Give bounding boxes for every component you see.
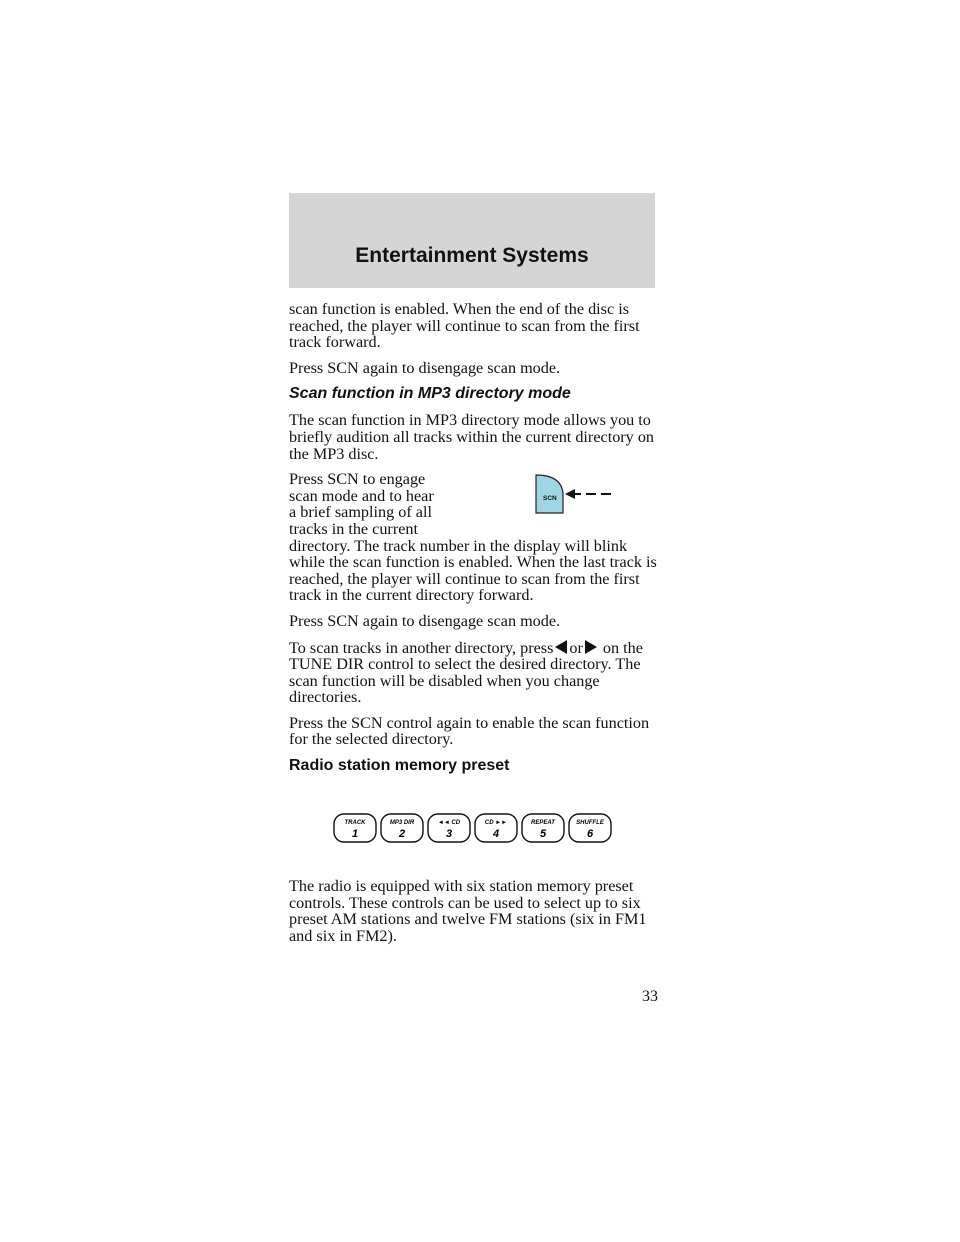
subheading-memory-preset: Radio station memory preset <box>289 757 510 775</box>
preset-button-1 <box>334 814 376 842</box>
preset-button-label: SHUFFLE <box>576 820 604 827</box>
preset-button-label: ◄◄ CD <box>437 820 461 827</box>
preset-button-label: TRACK <box>344 820 366 827</box>
preset-button-5 <box>522 814 564 842</box>
preset-button-number: 3 <box>445 828 453 841</box>
preset-button-number: 4 <box>492 828 500 841</box>
paragraph: Press SCN again to disengage scan mode. <box>289 358 561 377</box>
preset-button-6 <box>569 814 611 842</box>
pointer-arrow-icon <box>565 489 575 499</box>
preset-button-label: REPEAT <box>531 820 555 827</box>
preset-button-2 <box>381 814 423 842</box>
preset-button-label: CD ►► <box>484 820 508 827</box>
paragraph: To scan tracks in another directory, press or on the TUNE DIR control to select the desired directory. The scan function will be disabled when you change directories. <box>289 638 643 707</box>
subheading-scan-mp3: Scan function in MP3 directory mode <box>289 385 571 403</box>
right-arrow-icon <box>584 639 598 655</box>
preset-button-3 <box>428 814 470 842</box>
preset-button-number: 1 <box>351 828 359 841</box>
section-header-band <box>289 193 655 288</box>
preset-button-4 <box>475 814 517 842</box>
paragraph: Press SCN to engage scan mode and to hear a brief sampling of all tracks in the current directory. The track number in the display will blink while the scan function is enabled. When the last track is reached, the player will continue to scan from the first track in the current directory forward. <box>289 470 657 605</box>
scn-button-illustration <box>533 473 613 517</box>
preset-button-label: MP3 DIR <box>389 820 415 827</box>
preset-button-number: 6 <box>586 828 594 841</box>
paragraph: scan function is enabled. When the end of the disc is reached, the player will continue to scan from the first track forward. <box>289 300 640 352</box>
paragraph: Press the SCN control again to enable the scan function for the selected directory. <box>289 713 650 749</box>
scn-button-icon <box>536 475 563 513</box>
preset-button-number: 5 <box>539 828 547 841</box>
scn-button-label: SCN <box>543 495 557 503</box>
paragraph: The scan function in MP3 directory mode allows you to briefly audition all tracks within the current directory on the MP3 disc. <box>289 411 655 463</box>
paragraph: Press SCN again to disengage scan mode. <box>289 611 561 630</box>
section-title: Entertainment Systems <box>355 244 589 267</box>
page-number: 33 <box>642 988 658 1005</box>
left-arrow-icon <box>554 639 568 655</box>
preset-buttons-illustration <box>289 784 657 868</box>
page-content <box>289 301 657 953</box>
preset-button-number: 2 <box>398 828 406 841</box>
scn-paragraph-block <box>289 471 657 604</box>
paragraph: The radio is equipped with six station memory preset controls. These controls can be used to select up to six preset AM stations and twelve FM stations (six in FM1 and six in FM2). <box>289 877 647 945</box>
preset-buttons-svg <box>333 812 613 844</box>
